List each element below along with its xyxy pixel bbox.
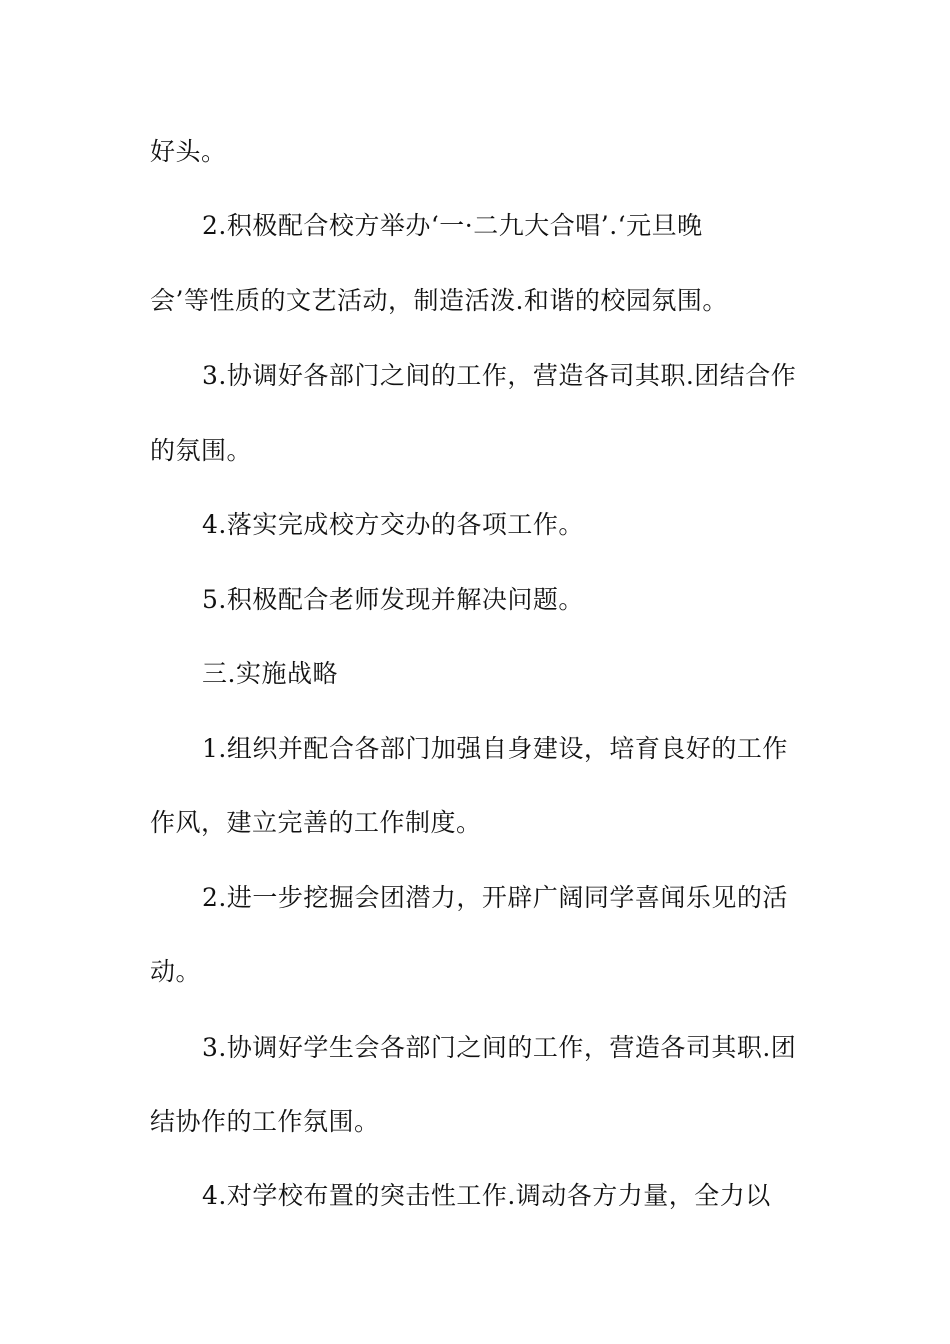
text-line: 4.对学校布置的突击性工作.调动各方力量，全力以 — [202, 1181, 771, 1210]
text-line: 的氛围。 — [150, 436, 253, 465]
text-line: 作风，建立完善的工作制度。 — [150, 808, 482, 837]
text-line: 动。 — [150, 957, 202, 986]
text-line: 好头。 — [150, 137, 227, 166]
text-line: 2.进一步挖掘会团潜力，开辟广阔同学喜闻乐见的活 — [202, 883, 788, 912]
text-line: 4.落实完成校方交办的各项工作。 — [202, 510, 584, 539]
text-line: 5.积极配合老师发现并解决问题。 — [202, 585, 584, 614]
text-line: 会’等性质的文艺活动，制造活泼.和谐的校园氛围。 — [150, 286, 728, 315]
text-line: 3.协调好学生会各部门之间的工作，营造各司其职.团 — [202, 1033, 797, 1062]
text-line: 3.协调好各部门之间的工作，营造各司其职.团结合作 — [202, 361, 797, 390]
text-line: 结协作的工作氛围。 — [150, 1107, 380, 1136]
text-line: 2.积极配合校方举办‘一·二九大合唱’.‘元旦晚 — [202, 211, 703, 240]
text-line: 1.组织并配合各部门加强自身建设，培育良好的工作 — [202, 734, 788, 763]
section-heading: 三.实施战略 — [202, 659, 338, 688]
